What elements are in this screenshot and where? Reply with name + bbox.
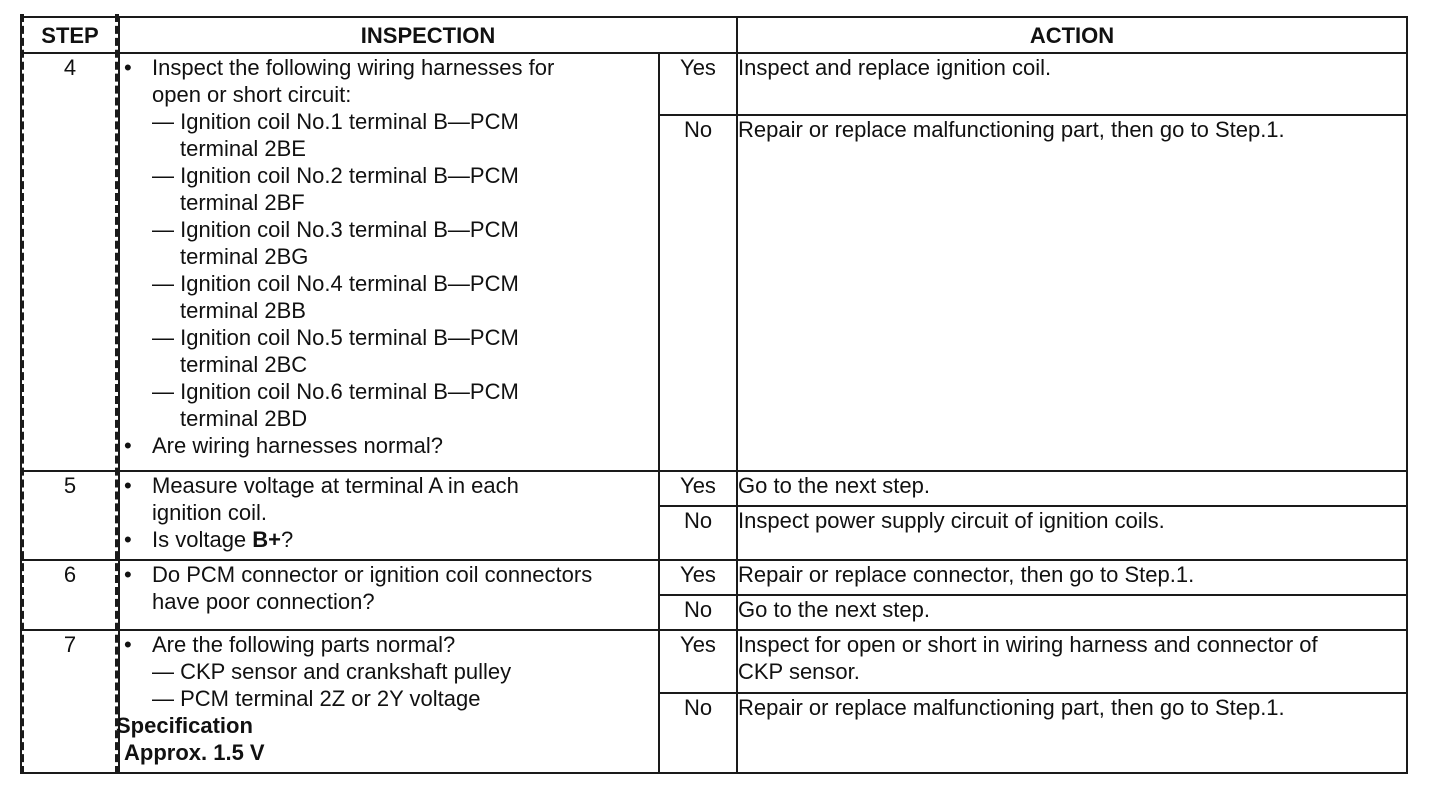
no-label: No	[659, 506, 737, 560]
question-text: Is voltage	[152, 526, 253, 552]
sub-item-cont: terminal 2BC	[180, 352, 308, 378]
sub-item: — Ignition coil No.6 terminal B—PCM	[152, 379, 519, 405]
troubleshooting-table	[20, 16, 1408, 774]
header-step: STEP	[21, 17, 119, 53]
table-row	[21, 53, 1407, 115]
inspection-text: open or short circuit:	[152, 82, 352, 108]
yes-action-text: Inspect for open or short in wiring harness and connector of	[738, 632, 1318, 658]
no-action: Go to the next step.	[737, 595, 1407, 630]
header-row	[21, 17, 1407, 53]
yes-label: Yes	[659, 630, 737, 692]
specification-title: Specification	[116, 713, 253, 739]
sub-item-cont: terminal 2BD	[180, 406, 308, 432]
inspection-question: • Are wiring harnesses normal?	[120, 432, 658, 459]
yes-action-text: CKP sensor.	[738, 659, 860, 685]
yes-action: Repair or replace connector, then go to Step.1.	[737, 560, 1407, 595]
inspection-cell	[119, 53, 659, 471]
no-action: Inspect power supply circuit of ignition coils.	[737, 506, 1407, 560]
no-label: No	[659, 693, 737, 773]
inspection-text: Measure voltage at terminal A in each	[152, 472, 519, 498]
no-action: Repair or replace malfunctioning part, then go to Step.1.	[737, 115, 1407, 470]
inspection-cell	[119, 560, 659, 630]
sub-item-cont: terminal 2BB	[180, 298, 306, 324]
no-label: No	[659, 115, 737, 470]
inspection-question: • Are the following parts normal?	[120, 631, 658, 658]
inspection-cell	[119, 471, 659, 560]
sub-item: — PCM terminal 2Z or 2Y voltage	[152, 686, 481, 712]
question-text: ?	[281, 526, 294, 552]
inspection-bullet	[120, 561, 658, 615]
step-number: 6	[21, 560, 119, 630]
sub-item: — Ignition coil No.1 terminal B—PCM	[152, 109, 519, 135]
yes-label: Yes	[659, 560, 737, 595]
header-action: ACTION	[737, 17, 1407, 53]
sub-item: — Ignition coil No.2 terminal B—PCM	[152, 163, 519, 189]
question-bold-text: B+	[252, 526, 282, 552]
no-action: Repair or replace malfunctioning part, then go to Step.1.	[737, 693, 1407, 773]
yes-action: Inspect and replace ignition coil.	[737, 53, 1407, 115]
inspection-bullet	[120, 54, 658, 108]
inspection-cell	[116, 630, 659, 773]
yes-action: Go to the next step.	[737, 471, 1407, 506]
step-number: 7	[21, 630, 119, 773]
specification-value: Approx. 1.5 V	[124, 740, 265, 766]
yes-label: Yes	[659, 53, 737, 115]
inspection-text: have poor connection?	[152, 589, 375, 615]
inspection-text: Do PCM connector or ignition coil connectors	[152, 562, 593, 588]
sub-item-cont: terminal 2BF	[180, 190, 305, 216]
inspection-bullet	[120, 472, 658, 526]
table-row	[21, 560, 1407, 595]
inspection-text: ignition coil.	[152, 499, 267, 525]
inspection-question	[120, 526, 658, 553]
sub-item-cont: terminal 2BE	[180, 136, 306, 162]
step-number: 4	[21, 53, 119, 471]
step-number: 5	[21, 471, 119, 560]
table-row	[21, 471, 1407, 506]
sub-item-cont: terminal 2BG	[180, 244, 309, 270]
no-label: No	[659, 595, 737, 630]
yes-label: Yes	[659, 471, 737, 506]
yes-action	[737, 630, 1407, 692]
inspection-text: Inspect the following wiring harnesses for	[152, 55, 555, 81]
header-inspection: INSPECTION	[119, 17, 737, 53]
table-row	[21, 630, 1407, 692]
sub-item: — Ignition coil No.3 terminal B—PCM	[152, 217, 519, 243]
sub-item: — Ignition coil No.5 terminal B—PCM	[152, 325, 519, 351]
sub-item: — Ignition coil No.4 terminal B—PCM	[152, 271, 519, 297]
sub-item: — CKP sensor and crankshaft pulley	[152, 659, 512, 685]
